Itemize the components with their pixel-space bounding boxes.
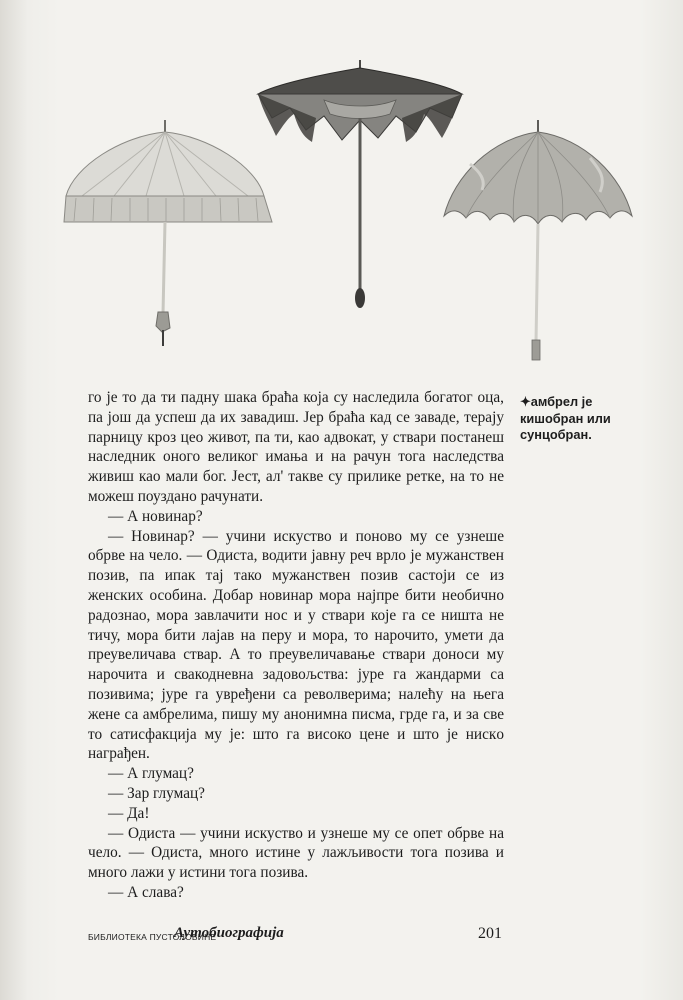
paragraph: — Новинар? — учини искуство и поново му се узнеше обрве на чело. — Одиста, водити јавну реч врло је мужанствен позив, па ипак тај тако мужанствен позив састоји се из женских особина. Добар новинар мора најпре бити необично радознао, мора завлачити нос и у ствари које га се ништа не тичу, мора бити лајав на перу и мора, то нарочито, умети да преувеличава ствар. А то преувеличавање ствари доноси му нарочита и свакодневна задовољства: јуре га жандарми са позивима; јуре га увређени са револверима; налећу на њега жене са амбрелима, пишу му анонимна писма, грде га, и за све то сатисфакција му је: што га високо цене и што је нискo награђен.: [88, 527, 504, 763]
body-text: [88, 388, 504, 903]
footer-series-name: БИБЛИОТЕКА ПУСТОЛОВИНЕ: [88, 932, 217, 942]
dialogue-line: — А новинар?: [108, 507, 203, 525]
dialogue-line: — Зар глумац?: [108, 784, 205, 802]
paragraph: го је то да ти падну шака браћа која су наследила богатог оца, па још да успеш да их завадиш. Јер браћа кад се заваде, терају парницу кроз цео живот, па ти, као адвокат, у ствари постанеш наследник оного великог имања и на рачун тога наследства живиш као мали бог. Јест, ал' такве су прилике ретке, на то не можеш поуздано рачунати.: [88, 389, 504, 505]
page-number: 201: [478, 925, 502, 942]
dialogue-line: — А глумац?: [108, 765, 194, 783]
paragraph: — Одиста — учини искуство и узнеше му се опет обрве на чело. — Одиста, много истине у лажљивости тога позива и много лажи у истини тога позива.: [88, 824, 504, 882]
dialogue-line: — А слава?: [108, 883, 184, 901]
scalloped-parasol-icon: [440, 118, 640, 364]
footer-book-title: Аутобиографија: [174, 925, 284, 941]
white-lace-parasol-icon: [62, 118, 276, 350]
margin-glossary-note: ✦амбрел је кишобран или сунцобран.: [520, 394, 611, 442]
dialogue-line: — Да!: [108, 804, 150, 822]
